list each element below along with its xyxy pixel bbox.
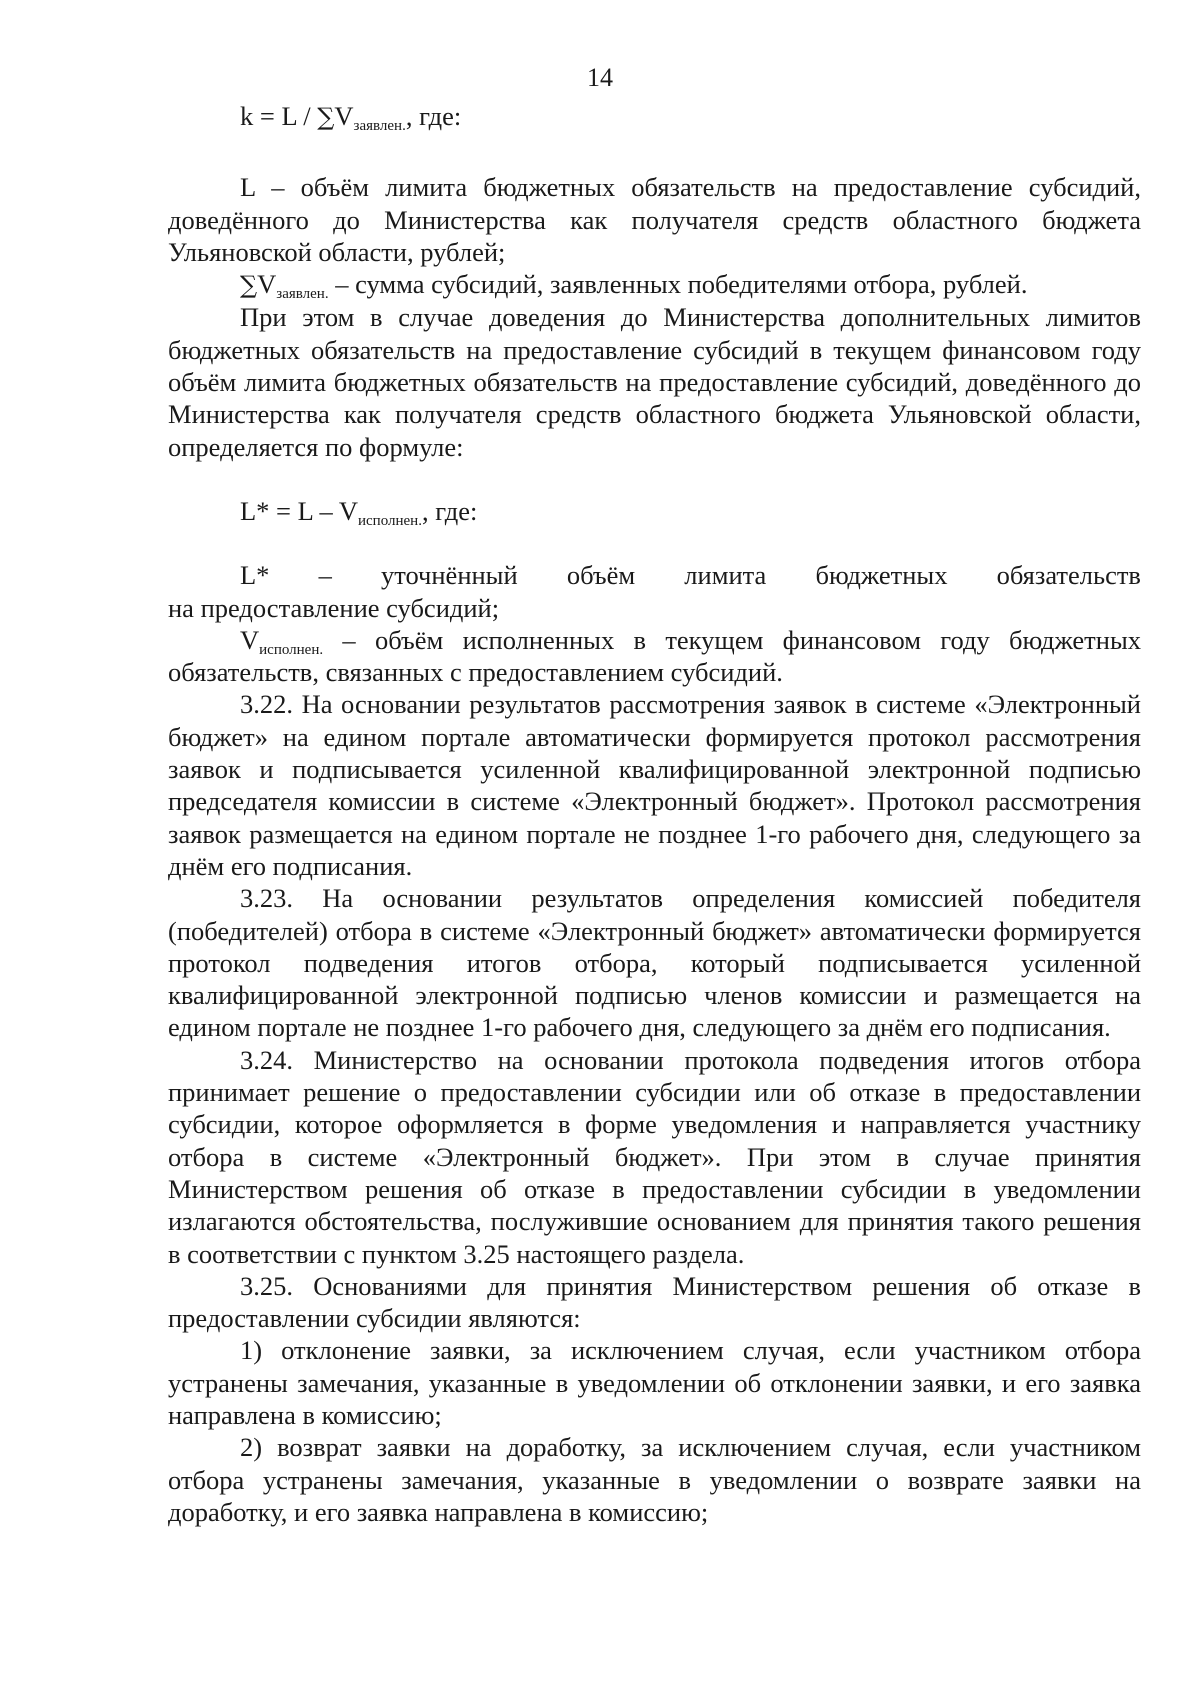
definition-L-star-line: [168, 559, 1141, 591]
list-item-1: 1) отклонение заявки, за исключением случая, если участником отбора устранены замечания, указанные в уведомлении об отклонении заявки, и его заявка направлена в комиссию;: [168, 1335, 1141, 1430]
paragraph-3-23: 3.23. На основании результатов определения комиссией победителя (победителей) отбора в системе «Электронный бюджет» автоматически формируется протокол подведения итогов отбора, который подписывается усиленной квалифицированной электронной подписью членов комиссии и размещается на едином портале не позднее 1-го рабочего дня, следующего за днём его подписания.: [168, 883, 1141, 1043]
definition-sum-V-subscript: заявлен.: [276, 286, 329, 303]
formula-k-lhs: k = L /: [240, 101, 318, 131]
lstar-word: уточнённый: [381, 560, 518, 591]
formula-L-star-var: V: [338, 495, 358, 526]
definition-V-executed-subscript: исполнен.: [259, 641, 324, 658]
lstar-word: лимита: [684, 560, 767, 591]
sigma-symbol: ∑: [317, 103, 335, 131]
formula-L-star-tail: , где:: [421, 495, 478, 526]
formula-k: [168, 100, 1141, 133]
definition-L: L – объём лимита бюджетных обязательств на предоставление субсидий, доведённого до Министерства как получателя средств областного бюджета Ульяновской области, рублей;: [168, 172, 1141, 267]
page-number: 14: [587, 63, 613, 92]
definition-L-star: [168, 559, 1141, 624]
formula-k-var: V: [334, 101, 354, 131]
formula-k-subscript: заявлен.: [353, 118, 406, 134]
definition-L-star-continuation: на предоставление субсидий;: [168, 592, 500, 623]
paragraph-3-22: 3.22. На основании результатов рассмотрения заявок в системе «Электронный бюджет» на едином портале автоматически формируется протокол рассмотрения заявок и подписывается усиленной квалифицированной электронной подписью председателя комиссии в системе «Электронный бюджет». Протокол рассмотрения заявок размещается на едином портале не позднее 1-го рабочего дня, следующего за днём его подписания.: [168, 689, 1141, 881]
definition-V-executed: [168, 624, 1141, 689]
formula-k-tail: , где:: [405, 101, 462, 131]
formula-L-star-lhs: L* = L –: [240, 495, 339, 526]
definition-sum-V-text: – сумма субсидий, заявленных победителями отбора, рублей.: [328, 269, 1028, 300]
lstar-word: обязательств: [996, 560, 1141, 591]
paragraph-3-24: 3.24. Министерство на основании протокола подведения итогов отбора принимает решение о предоставлении субсидии или об отказе в предоставлении субсидии, которое оформляется в форме уведомления и направляется участнику отбора в системе «Электронный бюджет». При этом в случае принятия Министерством решения об отказе в предоставлении субсидии в уведомлении излагаются обстоятельства, послужившие основанием для принятия такого решения в соответствии с пунктом 3.25 настоящего раздела.: [168, 1044, 1141, 1269]
definition-V-executed-text: – объём исполненных в текущем финансовом году бюджетных обязательств, связанных с предоставлением субсидий.: [168, 624, 1141, 688]
lstar-word: L*: [240, 560, 270, 591]
document-body: [168, 100, 1141, 1528]
paragraph-additional-limits: При этом в случае доведения до Министерства дополнительных лимитов бюджетных обязательств на предоставление субсидий в текущем финансовом году объём лимита бюджетных обязательств на предоставление субсидий, доведённого до Министерства как получателя средств областного бюджета Ульяновской области, определяется по формуле:: [168, 302, 1141, 462]
definition-sum-V: [168, 268, 1141, 301]
formula-L-star-subscript: исполнен.: [358, 512, 422, 529]
lstar-word: –: [318, 560, 332, 591]
definition-V-executed-var: V: [240, 624, 260, 655]
list-item-2: 2) возврат заявки на доработку, за исключением случая, если участником отбора устранены замечания, указанные в уведомлении о возврате заявки на доработку, и его заявка направлена в комиссию;: [168, 1432, 1141, 1527]
formula-L-star: [168, 495, 1141, 527]
definition-sum-V-var: V: [257, 269, 277, 300]
lstar-word: бюджетных: [815, 560, 948, 591]
paragraph-3-25: 3.25. Основаниями для принятия Министерством решения об отказе в предоставлении субсидии являются:: [168, 1270, 1141, 1334]
sigma-symbol: ∑: [240, 271, 258, 300]
lstar-word: объём: [566, 560, 636, 591]
